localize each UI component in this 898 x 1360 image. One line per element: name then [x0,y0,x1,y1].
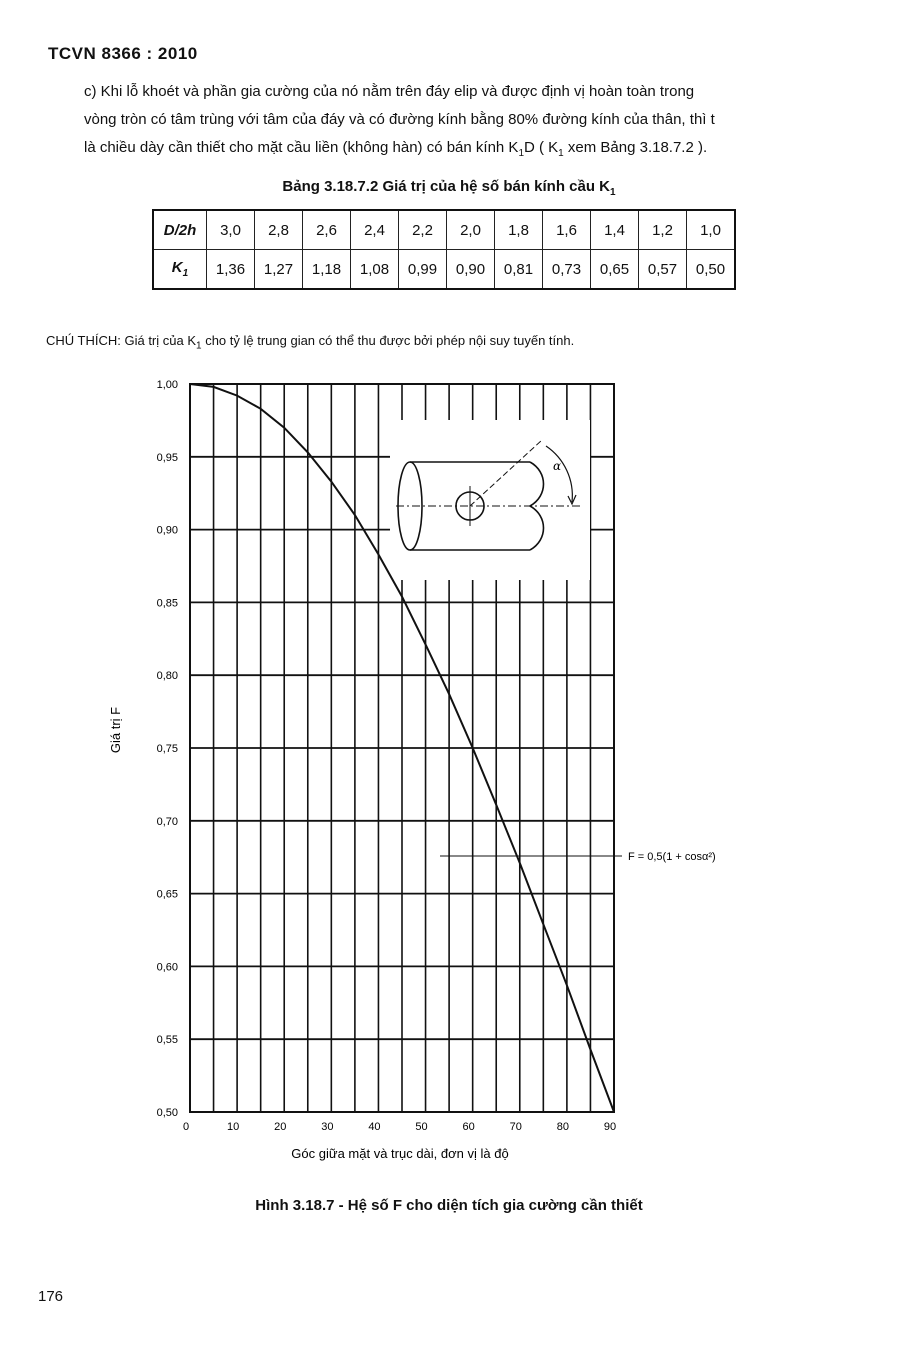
y-tick-label: 0,60 [156,961,178,974]
y-tick-label: 0,70 [156,815,178,828]
d2h-value-cell: 1,8 [495,210,543,250]
formula-annotation: F = 0,5(1 + cosα²) [628,851,716,863]
y-tick-label: 0,75 [156,743,178,755]
d2h-value-cell: 2,0 [447,210,495,250]
note [46,333,574,352]
y-tick-label: 0,50 [156,1107,178,1119]
subscript: 1 [182,268,189,279]
x-tick-label: 90 [603,1121,617,1133]
k1-value-cell: 0,99 [399,250,447,290]
d2h-value-cell: 1,0 [687,210,736,250]
k1-value-cell: 0,90 [447,250,495,290]
d2h-value-cell: 1,2 [639,210,687,250]
x-tick-label: 50 [415,1121,428,1133]
k1-value-cell: 0,50 [687,250,736,290]
table-row [153,210,735,250]
d2h-value-cell: 2,4 [351,210,399,250]
inset-diagram [390,420,590,580]
d2h-value-cell: 2,6 [303,210,351,250]
x-axis-label: Góc giữa mặt và trục dài, đơn vị là độ [291,1146,509,1161]
y-tick-label: 1,00 [156,379,178,391]
table-title [0,178,898,198]
d2h-value-cell: 3,0 [207,210,255,250]
row-header-d2h: D/2h [153,210,207,250]
f-factor-chart [0,360,898,1180]
k1-value-cell: 0,65 [591,250,639,290]
x-tick-label: 10 [226,1121,240,1133]
figure-caption: Hình 3.18.7 - Hệ số F cho diện tích gia cường cần thiết [255,1197,643,1214]
k1-value-cell: 0,73 [543,250,591,290]
x-tick-label: 70 [509,1121,522,1133]
y-tick-label: 0,85 [156,597,178,610]
y-tick-label: 0,90 [156,524,178,537]
x-tick-label: 60 [462,1121,475,1133]
paragraph-line-3 [84,134,864,168]
k1-value-cell: 0,57 [639,250,687,290]
row-header-k1 [153,250,207,290]
x-tick-label: 30 [321,1121,334,1133]
document-code: TCVN 8366 : 2010 [48,44,198,63]
paragraph-text: là chiều dày cần thiết cho mặt cầu liền (không hàn) có bán kính K [84,139,519,156]
paragraph-text: xem Bảng 3.18.7.2 ). [563,139,708,156]
inset-angle-label: α [553,459,562,473]
x-tick-label: 40 [368,1121,381,1133]
d2h-value-cell: 1,4 [591,210,639,250]
k1-value-cell: 0,81 [495,250,543,290]
row-header-text: K [171,259,183,276]
y-axis-label: Giá trị F [108,706,123,754]
k1-value-cell: 1,18 [303,250,351,290]
x-tick-label: 20 [274,1121,287,1133]
page-number: 176 [38,1288,64,1305]
subscript: 1 [610,187,616,198]
note-text: cho tỷ lệ trung gian có thể thu được bởi phép nội suy tuyến tính. [201,333,575,348]
k1-value-cell: 1,08 [351,250,399,290]
inset-background [390,420,590,580]
y-tick-label: 0,80 [156,670,178,683]
d2h-value-cell: 2,8 [255,210,303,250]
note-text: CHÚ THÍCH: Giá trị của K [46,333,197,348]
d2h-value-cell: 2,2 [399,210,447,250]
x-tick-labels [183,1121,616,1133]
subscript: 1 [558,148,564,159]
table-row [153,250,735,290]
table-title-text: Bảng 3.18.7.2 Giá trị của hệ số bán kính cầu K [282,178,611,195]
y-tick-labels [157,379,178,1119]
d2h-value-cell: 1,6 [543,210,591,250]
paragraph-text: D ( K [524,139,559,156]
y-tick-label: 0,95 [156,451,178,464]
paragraph-line-1: c) Khi lỗ khoét và phần gia cường của nó nằm trên đáy elip và được định vị hoàn toàn trong [84,83,695,100]
subscript: 1 [196,340,202,352]
k1-value-cell: 1,27 [255,250,303,290]
y-tick-label: 0,55 [156,1034,178,1047]
k1-value-cell: 1,36 [207,250,255,290]
paragraph-line-2: vòng tròn có tâm trùng với tâm của đáy và có đường kính bằng 80% đường kính của thân, thì t [84,111,715,128]
y-tick-label: 0,65 [156,888,178,901]
k1-table [152,209,736,290]
x-tick-label: 80 [556,1121,570,1133]
subscript: 1 [518,148,524,159]
x-tick-label: 0 [182,1121,190,1133]
